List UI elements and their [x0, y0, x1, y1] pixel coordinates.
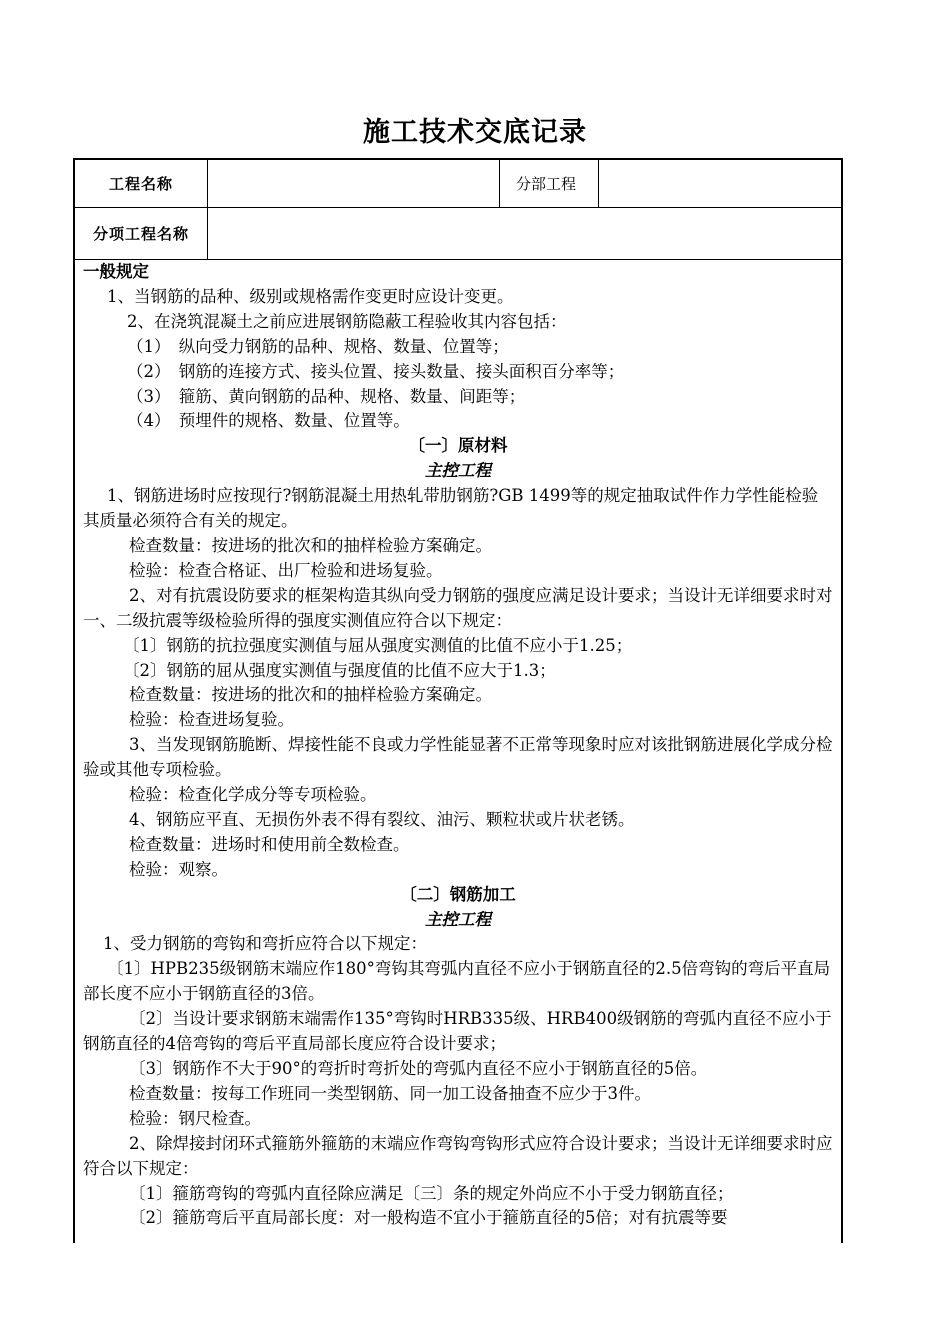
document-title: 施工技术交底记录 [363, 117, 587, 148]
disclosure-table [73, 158, 843, 1243]
project-name-value[interactable] [208, 160, 500, 207]
list-item: 〔1〕箍筋弯钩的弯弧内直径除应满足〔三〕条的规定外尚应不小于受力钢筋直径； [129, 1183, 734, 1203]
list-item: （1） 纵向受力钢筋的品种、规格、数量、位置等； [127, 336, 509, 356]
paragraph: 3、当发现钢筋脆断、焊接性能不良或力学性能显著不正常等现象时应对该批钢筋进展化学成分检验或其他专项检验。 [83, 735, 833, 780]
paragraph: 检验：钢尺检查。 [129, 1108, 261, 1128]
paragraph: 检查数量：按每工作班同一类型钢筋、同一加工设备抽查不应少于3件。 [129, 1083, 651, 1103]
subsection-heading: 主控工程 [425, 461, 491, 481]
paragraph: 1、钢筋进场时应按现行?钢筋混凝土用热轧带肋钢筋?GB 1499等的规定抽取试件作力学性能检验其质量必须符合有关的规定。 [83, 486, 819, 531]
subsection-heading: 主控工程 [425, 909, 491, 929]
paragraph: 2、在浇筑混凝土之前应进展钢筋隐蔽工程验收其内容包括： [127, 311, 567, 331]
list-item: 〔2〕当设计要求钢筋末端需作135°弯钩时HRB335级、HRB400级钢筋的弯弧内直径不应小于钢筋直径的4倍弯钩的弯后平直局部长度应符合设计要求； [83, 1009, 832, 1054]
list-item: （2） 钢筋的连接方式、接头位置、接头数量、接头面积百分率等； [127, 361, 625, 381]
table-row-subitem [75, 207, 841, 260]
paragraph: 2、对有抗震设防要求的框架构造其纵向受力钢筋的强度应满足设计要求；当设计无详细要求时对一、二级抗震等级检验所得的强度实测值应符合以下规定： [83, 585, 833, 630]
paragraph: 检验：观察。 [129, 859, 228, 879]
paragraph: 1、受力钢筋的弯钩和弯折应符合以下规定： [103, 934, 427, 954]
list-item: 〔3〕钢筋作不大于90°的弯折时弯折处的弯弧内直径不应小于钢筋直径的5倍。 [129, 1059, 708, 1078]
paragraph: 检查数量：进场时和使用前全数检查。 [129, 834, 410, 854]
list-item: 〔1〕HPB235级钢筋末端应作180°弯钩其弯弧内直径不应小于钢筋直径的2.5倍弯钩的弯后平直局部长度不应小于钢筋直径的3倍。 [83, 959, 831, 1004]
paragraph: 检验：检查合格证、出厂检验和进场复验。 [129, 560, 443, 580]
paragraph: 2、除焊接封闭环式箍筋外箍筋的末端应作弯钩弯钩形式应符合设计要求；当设计无详细要求时应符合以下规定： [83, 1133, 833, 1178]
list-item: （4） 预埋件的规格、数量、位置等。 [127, 411, 410, 431]
table-row-project [75, 160, 841, 208]
list-item: 〔2〕钢筋的屈从强度实测值与强度值的比值不应大于1.3； [123, 660, 556, 680]
subitem-value[interactable] [208, 207, 841, 259]
list-item: 〔2〕箍筋弯后平直局部长度：对一般构造不宜小于箍筋直径的5倍；对有抗震等要 [129, 1208, 728, 1228]
paragraph: 检验：检查进场复验。 [129, 710, 294, 730]
paragraph: 检查数量：按进场的批次和的抽样检验方案确定。 [129, 535, 492, 555]
project-name-label: 工程名称 [75, 160, 208, 207]
division-label: 分部工程 [500, 160, 599, 207]
section-heading: 〔二〕钢筋加工 [400, 884, 516, 904]
paragraph: 检查数量：按进场的批次和的抽样检验方案确定。 [129, 685, 492, 705]
paragraph: 1、当钢筋的品种、级别或规格需作变更时应设计变更。 [107, 286, 514, 306]
paragraph: 检验：检查化学成分等专项检验。 [129, 785, 377, 805]
section-heading: 〔一〕原材料 [408, 436, 508, 456]
paragraph: 4、钢筋应平直、无损伤外表不得有裂纹、油污、颗粒状或片状老锈。 [129, 809, 635, 829]
disclosure-content [75, 260, 841, 1231]
section-heading: 一般规定 [83, 262, 149, 281]
subitem-label: 分项工程名称 [75, 207, 208, 259]
list-item: 〔1〕钢筋的抗拉强度实测值与屈从强度实测值的比值不应小于1.25； [123, 635, 633, 655]
list-item: （3） 箍筋、黄向钢筋的品种、规格、数量、间距等； [127, 386, 526, 406]
division-value[interactable] [599, 160, 841, 207]
